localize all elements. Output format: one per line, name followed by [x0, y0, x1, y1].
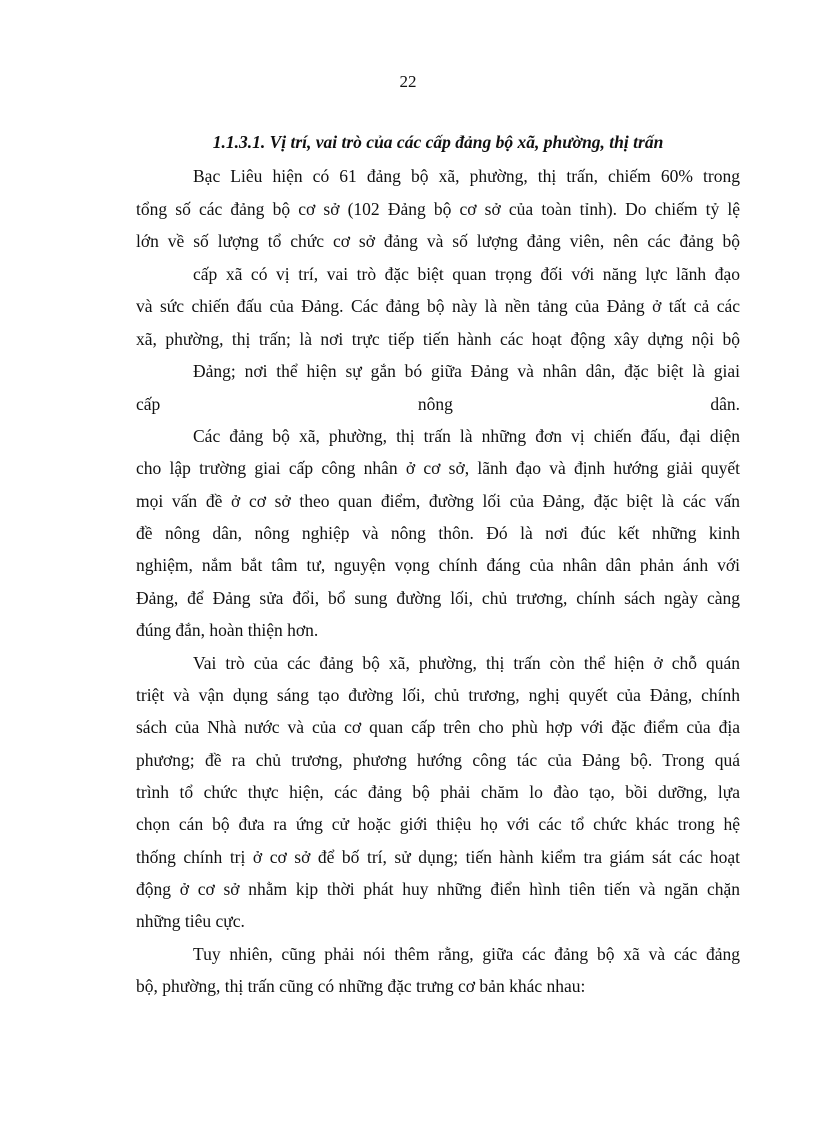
text-line: Các đảng bộ xã, phường, thị trấn là những đơn vị chiến đấu, đại diện — [193, 426, 740, 446]
text-line: sách của Nhà nước và của cơ quan cấp trên cho phù hợp với đặc điểm của địa — [136, 717, 740, 737]
section-heading: 1.1.3.1. Vị trí, vai trò của các cấp đảng bộ xã, phường, thị trấn — [212, 132, 664, 152]
text-line: cho lập trường giai cấp công nhân ở cơ sở, lãnh đạo và định hướng giải quyết — [136, 458, 740, 478]
text-line: thống chính trị ở cơ sở để bố trí, sử dụng; tiến hành kiểm tra giám sát các hoạt — [136, 847, 740, 867]
text-line: và sức chiến đấu của Đảng. Các đảng bộ này là nền tảng của Đảng ở tất cả các — [136, 296, 740, 316]
text-line: trình tổ chức thực hiện, các đảng bộ phải chăm lo đào tạo, bồi dưỡng, lựa — [136, 782, 740, 802]
text-line: triệt và vận dụng sáng tạo đường lối, chủ trương, nghị quyết của Đảng, chính — [136, 685, 740, 705]
page-number: 22 — [399, 72, 417, 91]
text-line: đề nông dân, nông nghiệp và nông thôn. Đó là nơi đúc kết những kinh — [136, 523, 740, 543]
text-line: xã, phường, thị trấn; là nơi trực tiếp tiến hành các hoạt động xây dựng nội bộ — [136, 329, 740, 349]
text-line: nghiệm, nắm bắt tâm tư, nguyện vọng chính đáng của nhân dân phản ánh với — [136, 555, 740, 575]
text-line: Tuy nhiên, cũng phải nói thêm rằng, giữa các đảng bộ xã và các đảng — [193, 944, 740, 964]
text-line: phương; đề ra chủ trương, phương hướng công tác của Đảng bộ. Trong quá — [136, 750, 740, 770]
text-line: những tiêu cực. — [136, 911, 245, 931]
text-line: Bạc Liêu hiện có 61 đảng bộ xã, phường, thị trấn, chiếm 60% trong — [193, 166, 740, 186]
text-line: Đảng; nơi thể hiện sự gắn bó giữa Đảng và nhân dân, đặc biệt là giai — [193, 361, 740, 381]
text-line: mọi vấn đề ở cơ sở theo quan điểm, đường lối của Đảng, đặc biệt là các vấn — [136, 491, 740, 511]
text-line: bộ, phường, thị trấn cũng có những đặc trưng cơ bản khác nhau: — [136, 976, 586, 996]
text-line: cấp nông dân. — [136, 394, 740, 414]
text-line: chọn cán bộ đưa ra ứng cử hoặc giới thiệu họ với các tổ chức khác trong hệ — [136, 814, 740, 834]
text-line: lớn về số lượng tổ chức cơ sở đảng và số lượng đảng viên, nên các đảng bộ — [136, 231, 740, 251]
text-line: Vai trò của các đảng bộ xã, phường, thị trấn còn thể hiện ở chỗ quán — [193, 653, 740, 673]
text-line: đúng đắn, hoàn thiện hơn. — [136, 620, 319, 640]
text-line: cấp xã có vị trí, vai trò đặc biệt quan trọng đối với năng lực lãnh đạo — [193, 264, 740, 284]
text-line: tổng số các đảng bộ cơ sở (102 Đảng bộ cơ sở của toàn tỉnh). Do chiếm tỷ lệ — [136, 199, 740, 219]
text-line: Đảng, để Đảng sửa đổi, bổ sung đường lối, chủ trương, chính sách ngày càng — [136, 588, 740, 608]
text-line: động ở cơ sở nhằm kịp thời phát huy những điển hình tiên tiến và ngăn chặn — [136, 879, 740, 899]
